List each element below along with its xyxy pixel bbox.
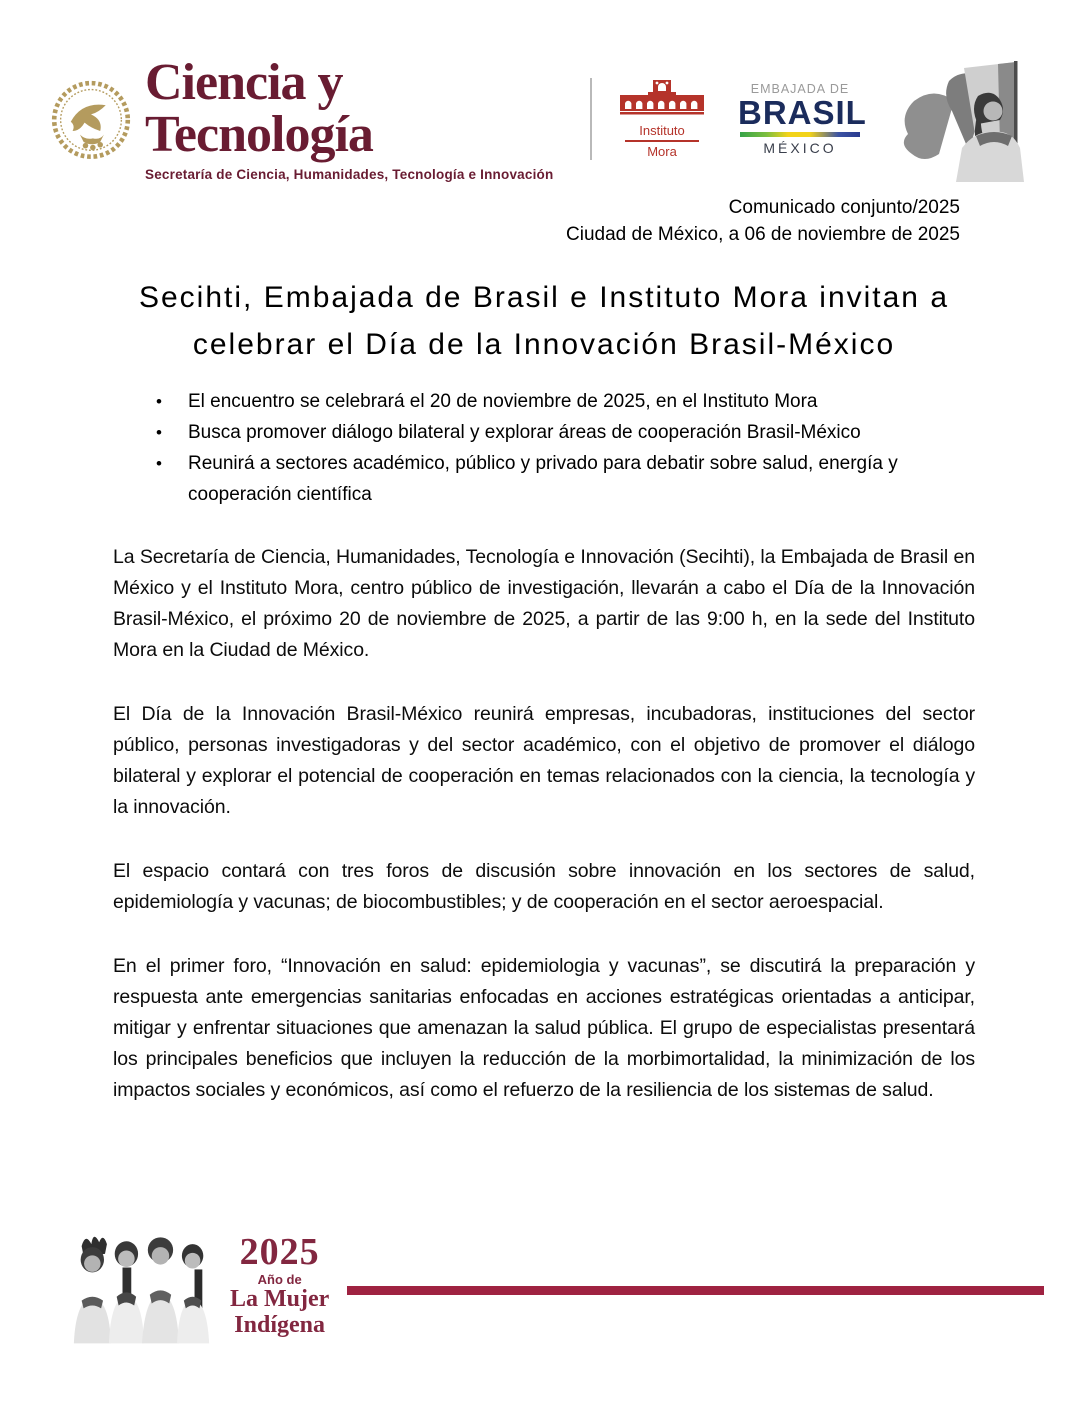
dateline: [0, 194, 1088, 248]
list-item-text: Reunirá a sectores académico, público y privado para debatir sobre salud, energía y cooperación científica: [188, 453, 898, 505]
woman-with-flag-image: [894, 56, 1060, 182]
dateline-place-date: Ciudad de México, a 06 de noviembre de 2025: [566, 224, 960, 245]
instituto-mora-rule: [625, 140, 699, 142]
bullet-icon: •: [156, 392, 162, 411]
brasil-embassy-wordmark: BRASIL: [738, 93, 867, 131]
footer-campaign-line3: Indígena: [234, 1312, 325, 1338]
mexican-coat-of-arms-icon: [45, 67, 137, 171]
footer-year: 2025: [239, 1231, 320, 1274]
year-campaign-block: [230, 1233, 329, 1339]
footer: [0, 1228, 1088, 1344]
list-item: [156, 448, 974, 510]
paragraph: La Secretaría de Ciencia, Humanidades, Tecnología e Innovación (Secihti), la Embajada de Brasil en México y el Instituto Mora, centro público de investigación, llevarán a cabo el Día de la Innovación Brasil-México, el próximo 20 de noviembre de 2025, a partir de las 9:00 h, en la sede del Instituto Mora en la Ciudad de México.: [113, 546, 975, 661]
paragraph: El espacio contará con tres foros de discusión sobre innovación en los sectores de salud, epidemiología y vacunas; de biocombustibles; y de cooperación en el sector aeroespacial.: [113, 860, 975, 913]
dateline-communique: Comunicado conjunto/2025: [728, 197, 960, 218]
footer-campaign-line2: La Mujer: [230, 1286, 330, 1313]
list-item-text: El encuentro se celebrará el 20 de noviembre de 2025, en el Instituto Mora: [188, 391, 818, 412]
secihti-subtitle: Secretaría de Ciencia, Humanidades, Tecnología e Innovación: [145, 166, 554, 182]
secihti-text-block: [145, 53, 574, 182]
bullet-icon: •: [156, 423, 162, 442]
document-body: [113, 542, 975, 1106]
instituto-mora-logo: [614, 79, 710, 159]
secihti-logo: [45, 53, 574, 182]
brasil-flag-stripe-icon: [740, 132, 860, 137]
brasil-embassy-label-bottom: MÉXICO: [763, 140, 837, 157]
list-item-text: Busca promover diálogo bilateral y explorar áreas de cooperación Brasil-México: [188, 422, 861, 443]
page-title: Secihti, Embajada de Brasil e Instituto Mora invitan a celebrar el Día de la Innovación Brasil-México: [138, 281, 950, 361]
logo-divider: [590, 78, 592, 160]
footer-campaign-line1: Año de: [257, 1272, 302, 1288]
masthead: [0, 0, 1088, 180]
secihti-wordmark: Ciencia y Tecnología: [145, 53, 373, 163]
instituto-mora-building-icon: [620, 79, 704, 121]
list-item: [156, 417, 974, 448]
highlights-list: [114, 386, 974, 510]
paragraph: El Día de la Innovación Brasil-México reunirá empresas, incubadoras, instituciones del sector público, personas investigadoras y del sector académico, con el objetivo de promover el diálogo bilateral y explorar el potencial de cooperación en temas relacionados con la ciencia, la tecnología y la innovación.: [113, 703, 975, 818]
brasil-embassy-logo: [738, 81, 867, 157]
brasil-embassy-label-top: EMBAJADA DE: [750, 81, 850, 96]
instituto-mora-label-top: Instituto: [639, 123, 685, 138]
bullet-icon: •: [156, 454, 162, 473]
instituto-mora-label-bottom: Mora: [647, 144, 677, 159]
indigenous-women-image: [68, 1228, 214, 1344]
paragraph: En el primer foro, “Innovación en salud: epidemiologia y vacunas”, se discutirá la preparación y respuesta ante emergencias sanitarias enfocadas en acciones estratégicas orientadas a anticipar, mitigar y enfrentar situaciones que amenazan la salud pública. El grupo de especialistas presentará los principales beneficios que incluyen la reducción de la morbimortalidad, la minimización de los impactos sociales y económicos, así como el refuerzo de la resiliencia de los sistemas de salud.: [113, 955, 975, 1101]
footer-rule: [347, 1286, 1044, 1295]
list-item: [156, 386, 974, 417]
